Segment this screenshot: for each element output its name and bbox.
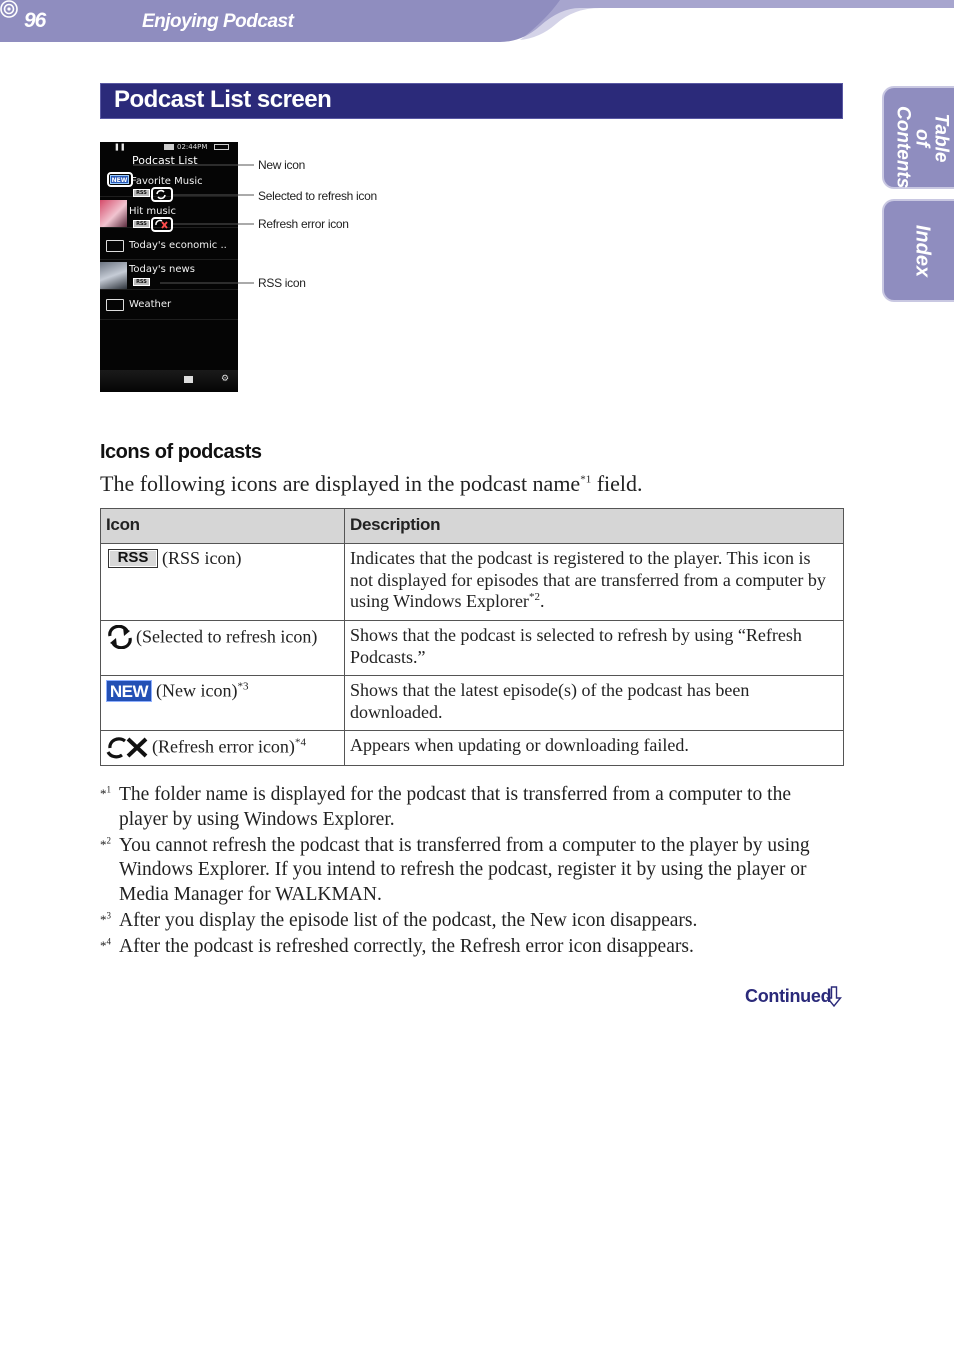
footnote-text: The folder name is displayed for the podcast that is transferred from a computer to the player by using Windows Explorer. (119, 784, 791, 830)
section-heading: Icons of podcasts (100, 441, 262, 463)
table-row (101, 621, 844, 676)
playback-icon (184, 376, 193, 383)
icon-cell (101, 676, 345, 731)
device-screenshot (100, 142, 238, 392)
footnote-mark: *$^4$ (100, 936, 111, 953)
footnote (100, 935, 844, 960)
folder-icon (106, 240, 124, 252)
footnote-ref: *4 (294, 736, 306, 749)
footnote-mark: *$^2$ (100, 835, 111, 852)
icon-label: (New icon) (156, 680, 238, 701)
table-header-row (101, 509, 844, 544)
table-row (101, 676, 844, 731)
footnote (100, 834, 844, 908)
table-of-contents-tab-label: Table of Contents (892, 105, 952, 188)
table-row (101, 731, 844, 766)
mini-new-icon: NEW (111, 177, 128, 184)
section-title: Enjoying Podcast (142, 11, 294, 32)
table-of-contents-tab[interactable] (882, 86, 954, 189)
description-text: Shows that the podcast is selected to refresh by using “Refresh Podcasts.” (350, 625, 802, 667)
page-title-bar (100, 83, 843, 119)
index-tab-label: Index (911, 224, 934, 277)
callout-new-icon: New icon (258, 158, 305, 172)
rss-icon: RSS (108, 549, 158, 568)
icon-label: (RSS icon) (162, 548, 242, 568)
index-tab[interactable] (882, 199, 954, 302)
page-title: Podcast List screen (114, 86, 332, 113)
footnote-mark: *$^3$ (100, 910, 111, 927)
device-item-label: Hit music (129, 206, 176, 217)
page-header (0, 0, 954, 44)
intro-tail: field. (591, 471, 643, 496)
table-row (101, 544, 844, 621)
description-text: Indicates that the podcast is registered to the player. This icon is not displayed for episodes that are transferred from a computer by using Windows Explorer (350, 548, 826, 611)
column-header-icon: Icon (101, 509, 345, 544)
refresh-error-icon (106, 735, 150, 759)
refresh-icon (106, 625, 134, 649)
callout-selected-refresh: Selected to refresh icon (258, 189, 377, 203)
folder-icon (106, 299, 124, 311)
continued-link[interactable]: Continued (745, 986, 832, 1006)
device-list-item (100, 262, 238, 290)
device-time: 02:44PM (177, 143, 208, 151)
footnote-text: You cannot refresh the podcast that is transferred from a computer to the player by using Windows Explorer. If you intend to refresh the podcast, register it by using the player or Media Manager for WALKMAN. (119, 834, 810, 905)
status-tag-icon (164, 144, 174, 150)
callout-refresh-error: Refresh error icon (258, 217, 349, 231)
footnote-mark: *$^1$ (100, 784, 111, 801)
device-heading: Podcast List (132, 154, 198, 167)
footnote-ref: *3 (237, 680, 249, 693)
description-cell (345, 676, 844, 731)
mini-refresh-icon (154, 189, 168, 200)
mini-rss-icon: RSS (133, 278, 150, 286)
device-item-label: Weather (129, 299, 172, 310)
footnote-text: After you display the episode list of the podcast, the New icon disappears. (119, 909, 698, 931)
intro-text: The following icons are displayed in the podcast name (100, 471, 581, 496)
footnote-text: After the podcast is refreshed correctly, the Refresh error icon disappears. (119, 935, 694, 957)
intro-paragraph (100, 471, 643, 497)
footnote (100, 909, 844, 934)
device-list-item (100, 292, 238, 320)
device-item-label: Today's economic .. (129, 240, 227, 251)
icon-cell (101, 544, 345, 621)
device-list-item (100, 232, 238, 260)
mini-rss-icon: RSS (133, 189, 150, 197)
column-header-description: Description (345, 509, 844, 544)
description-tail: . (539, 591, 545, 611)
footnote-ref: *2 (528, 591, 540, 603)
device-item-label: Today's news (129, 264, 195, 275)
mini-rss-icon: RSS (133, 220, 150, 228)
icon-cell (101, 731, 345, 766)
device-item-label: Favorite Music (131, 176, 203, 187)
icon-label: (Refresh error icon) (152, 736, 295, 757)
album-thumbnail (100, 200, 127, 227)
description-cell (345, 731, 844, 766)
description-cell (345, 621, 844, 676)
description-text: Shows that the latest episode(s) of the podcast has been downloaded. (350, 680, 750, 722)
icons-table (100, 508, 844, 766)
page-number: 96 (24, 9, 46, 32)
footnote (100, 783, 844, 832)
callout-rss-icon: RSS icon (258, 276, 306, 290)
new-icon-highlight (107, 172, 133, 187)
options-icon: ⚙ (221, 374, 230, 384)
mini-refresh-error-icon (154, 219, 169, 230)
battery-icon (214, 144, 229, 150)
icon-cell (101, 621, 345, 676)
news-thumbnail (100, 262, 127, 289)
new-icon: NEW (106, 680, 152, 702)
podcast-icon (0, 0, 18, 18)
description-text: Appears when updating or downloading failed. (350, 735, 689, 755)
arrow-down-icon (826, 986, 842, 1008)
footnotes (100, 783, 844, 961)
device-status-bar (100, 142, 238, 152)
description-cell (345, 544, 844, 621)
footnote-ref: *1 (580, 473, 592, 486)
icon-label: (Selected to refresh icon) (136, 626, 318, 647)
device-bottom-bar (100, 370, 238, 392)
pause-icon: ❚❚ (114, 143, 126, 151)
